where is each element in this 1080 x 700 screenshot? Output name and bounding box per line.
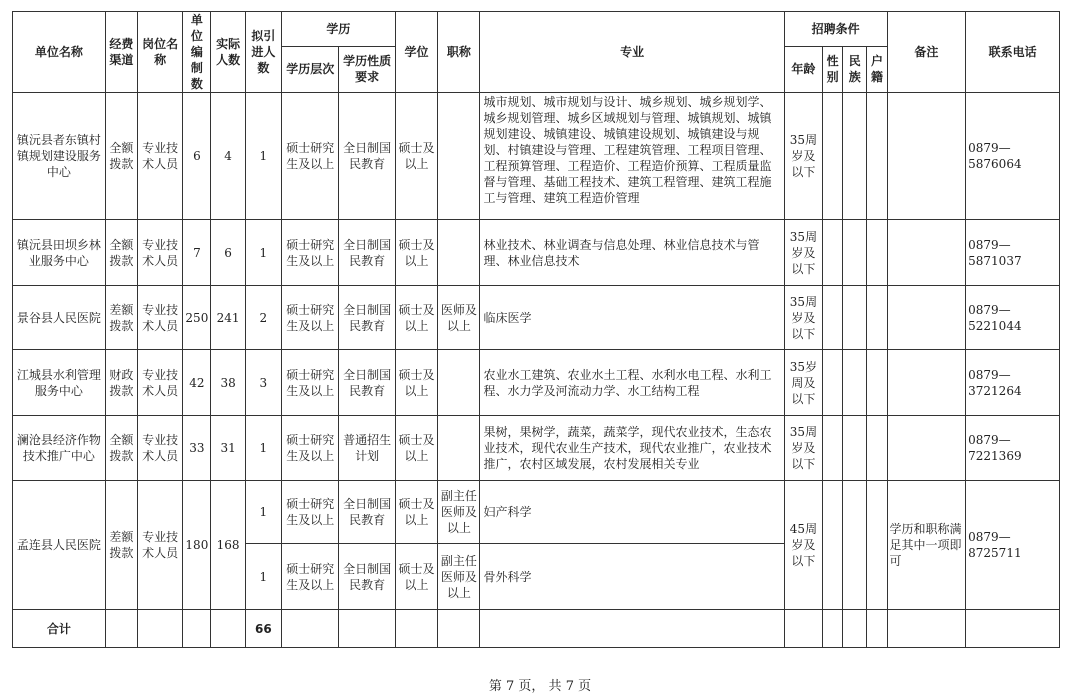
header-edu-type: 学历性质要求: [339, 46, 395, 92]
cell-edu-level: 硕士研究生及以上: [282, 220, 339, 286]
cell-major: 林业技术、林业调查与信息处理、林业信息技术与管理、林业信息技术: [480, 220, 784, 286]
cell-ethnicity: [843, 93, 867, 220]
cell-quota: 7: [183, 220, 211, 286]
cell-title: 副主任医师及以上: [438, 544, 480, 610]
cell-quota: 6: [183, 93, 211, 220]
cell-post: 专业技术人员: [137, 481, 182, 610]
cell-phone: 0879—5876064: [966, 93, 1060, 220]
cell-age: 35周岁及以下: [784, 286, 822, 350]
cell-hukou: [867, 286, 887, 350]
cell-gender: [823, 481, 843, 610]
cell-post: 专业技术人员: [137, 93, 182, 220]
cell-degree: 硕士及以上: [395, 220, 437, 286]
cell-remarks: [887, 286, 966, 350]
header-edu-level: 学历层次: [282, 46, 339, 92]
table-row: [13, 93, 1060, 220]
header-remarks: 备注: [887, 12, 966, 93]
cell-actual: 4: [211, 93, 245, 220]
cell-edu-level: 硕士研究生及以上: [282, 350, 339, 416]
header-ethnicity: 民族: [843, 46, 867, 92]
header-hukou: 户籍: [867, 46, 887, 92]
table-row: [13, 220, 1060, 286]
cell-edu-level: 硕士研究生及以上: [282, 544, 339, 610]
header-post-name: 岗位名称: [137, 12, 182, 93]
cell-unit: 镇沅县者东镇村镇规划建设服务中心: [13, 93, 106, 220]
cell-ethnicity: [843, 286, 867, 350]
header-conditions: 招聘条件: [784, 12, 887, 47]
table-row: [13, 481, 1060, 544]
cell-hukou: [867, 93, 887, 220]
cell-unit: 江城县水利管理服务中心: [13, 350, 106, 416]
header-education: 学历: [282, 12, 396, 47]
cell-edu-type: 普通招生计划: [339, 416, 395, 481]
cell-title: 副主任医师及以上: [438, 481, 480, 544]
cell-degree: 硕士及以上: [395, 93, 437, 220]
cell-post: 专业技术人员: [137, 350, 182, 416]
cell-major: 临床医学: [480, 286, 784, 350]
cell-edu-level: 硕士研究生及以上: [282, 286, 339, 350]
cell-actual: 241: [211, 286, 245, 350]
header-title: 职称: [438, 12, 480, 93]
cell-gender: [823, 350, 843, 416]
cell-planned: 3: [245, 350, 281, 416]
page-footer: 第 7 页， 共 7 页: [488, 679, 592, 694]
cell-remarks: [887, 350, 966, 416]
cell-funding: 全额拨款: [105, 93, 137, 220]
cell-edu-type: 全日制国民教育: [339, 220, 395, 286]
cell-funding: 全额拨款: [105, 220, 137, 286]
cell-unit: 孟连县人民医院: [13, 481, 106, 610]
cell-age: 35周岁及以下: [784, 416, 822, 481]
cell-age: 45周岁及以下: [784, 481, 822, 610]
cell-post: 专业技术人员: [137, 286, 182, 350]
cell-phone: 0879—5871037: [966, 220, 1060, 286]
header-planned: 拟引进人数: [245, 12, 281, 93]
cell-hukou: [867, 350, 887, 416]
cell-major: 城市规划、城市规划与设计、城乡规划、城乡规划学、城乡规划管理、城乡区域规划与管理、城镇规划、城镇规划建设、城镇建设、城镇建设规划、城镇建设与规划、村镇建设与管理、工程建筑管理、工程项目管理、工程预算管理、工程造价、工程造价预算、工程质量监督与管理、基础工程技术、建筑工程管理、建筑工程施工与管理、建筑工程造价管理: [480, 93, 784, 220]
cell-gender: [823, 286, 843, 350]
total-row: [13, 610, 1060, 648]
cell-remarks: [887, 416, 966, 481]
cell-major: 骨外科学: [480, 544, 784, 610]
cell-title: [438, 416, 480, 481]
cell-title: [438, 350, 480, 416]
cell-gender: [823, 416, 843, 481]
cell-remarks: [887, 220, 966, 286]
cell-quota: 250: [183, 286, 211, 350]
cell-hukou: [867, 481, 887, 610]
cell-ethnicity: [843, 481, 867, 610]
cell-age: 35周岁及以下: [784, 93, 822, 220]
cell-phone: 0879—8725711: [966, 481, 1060, 610]
cell-major: 妇产科学: [480, 481, 784, 544]
header-major: 专业: [480, 12, 784, 93]
cell-title: [438, 220, 480, 286]
cell-hukou: [867, 416, 887, 481]
header-quota: 单位编制数: [183, 12, 211, 93]
cell-phone: 0879—7221369: [966, 416, 1060, 481]
header-age: 年龄: [784, 46, 822, 92]
cell-edu-type: 全日制国民教育: [339, 544, 395, 610]
table-row: [13, 286, 1060, 350]
cell-edu-type: 全日制国民教育: [339, 481, 395, 544]
cell-degree: 硕士及以上: [395, 481, 437, 544]
header-funding: 经费渠道: [105, 12, 137, 93]
cell-ethnicity: [843, 220, 867, 286]
cell-edu-type: 全日制国民教育: [339, 93, 395, 220]
cell-hukou: [867, 220, 887, 286]
cell-edu-type: 全日制国民教育: [339, 350, 395, 416]
total-value: 66: [245, 610, 281, 648]
cell-quota: 42: [183, 350, 211, 416]
header-degree: 学位: [395, 12, 437, 93]
cell-title: 医师及以上: [438, 286, 480, 350]
cell-funding: 财政拨款: [105, 350, 137, 416]
cell-edu-level: 硕士研究生及以上: [282, 93, 339, 220]
cell-gender: [823, 93, 843, 220]
cell-unit: 景谷县人民医院: [13, 286, 106, 350]
cell-degree: 硕士及以上: [395, 286, 437, 350]
header-actual: 实际人数: [211, 12, 245, 93]
cell-planned: 1: [245, 544, 281, 610]
cell-actual: 6: [211, 220, 245, 286]
recruitment-table: [12, 11, 1060, 648]
cell-funding: 全额拨款: [105, 416, 137, 481]
cell-age: 35周岁及以下: [784, 220, 822, 286]
cell-planned: 1: [245, 416, 281, 481]
table-row: [13, 416, 1060, 481]
cell-remarks: [887, 93, 966, 220]
cell-planned: 1: [245, 481, 281, 544]
cell-ethnicity: [843, 350, 867, 416]
header-gender: 性别: [823, 46, 843, 92]
cell-actual: 168: [211, 481, 245, 610]
cell-funding: 差额拨款: [105, 286, 137, 350]
cell-planned: 1: [245, 220, 281, 286]
cell-planned: 1: [245, 93, 281, 220]
cell-degree: 硕士及以上: [395, 350, 437, 416]
cell-edu-level: 硕士研究生及以上: [282, 416, 339, 481]
cell-age: 35岁周及以下: [784, 350, 822, 416]
cell-actual: 38: [211, 350, 245, 416]
cell-edu-level: 硕士研究生及以上: [282, 481, 339, 544]
cell-major: 农业水工建筑、农业水土工程、水利水电工程、水利工程、水力学及河流动力学、水工结构工程: [480, 350, 784, 416]
cell-actual: 31: [211, 416, 245, 481]
cell-post: 专业技术人员: [137, 220, 182, 286]
cell-edu-type: 全日制国民教育: [339, 286, 395, 350]
cell-gender: [823, 220, 843, 286]
header-unit-name: 单位名称: [13, 12, 106, 93]
total-label: 合计: [13, 610, 106, 648]
cell-unit: 澜沧县经济作物技术推广中心: [13, 416, 106, 481]
cell-post: 专业技术人员: [137, 416, 182, 481]
cell-remarks: 学历和职称满足其中一项即可: [887, 481, 966, 610]
cell-funding: 差额拨款: [105, 481, 137, 610]
cell-major: 果树，果树学，蔬菜，蔬菜学，现代农业技术，生态农业技术，现代农业生产技术，现代农业推广，农业技术推广，农村区域发展，农村发展相关专业: [480, 416, 784, 481]
cell-unit: 镇沅县田坝乡林业服务中心: [13, 220, 106, 286]
cell-quota: 33: [183, 416, 211, 481]
cell-degree: 硕士及以上: [395, 544, 437, 610]
cell-quota: 180: [183, 481, 211, 610]
cell-degree: 硕士及以上: [395, 416, 437, 481]
header-phone: 联系电话: [966, 12, 1060, 93]
cell-planned: 2: [245, 286, 281, 350]
table-row: [13, 350, 1060, 416]
cell-phone: 0879—3721264: [966, 350, 1060, 416]
cell-ethnicity: [843, 416, 867, 481]
cell-title: [438, 93, 480, 220]
cell-phone: 0879—5221044: [966, 286, 1060, 350]
